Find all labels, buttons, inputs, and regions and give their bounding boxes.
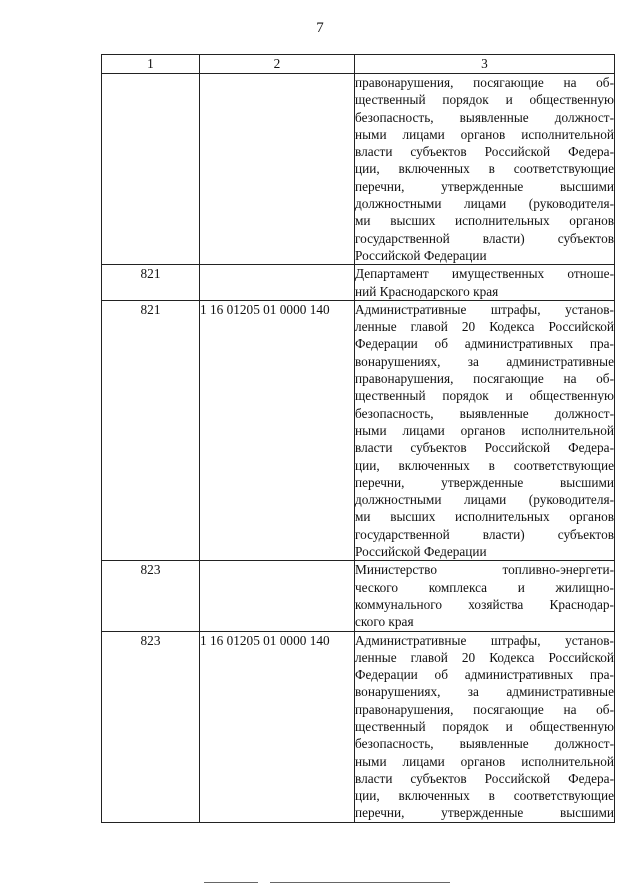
- footer-rule-right: [270, 882, 450, 883]
- description-cell: [355, 561, 615, 631]
- header-col-3: 3: [355, 55, 615, 74]
- description-line: Российской Федерации: [355, 247, 487, 263]
- description-line: Департамент имущественных отноше-: [355, 266, 614, 282]
- admin-code-cell: 821: [102, 265, 200, 301]
- description-line: безопасность, выявленные должност-: [355, 109, 614, 125]
- description-cell: [355, 74, 615, 265]
- income-code-cell: [200, 265, 355, 301]
- budget-codes-table: [101, 54, 615, 823]
- description-cell: [355, 300, 615, 560]
- description-line: щественный порядок и общественную: [355, 92, 614, 108]
- admin-code-cell: 821: [102, 300, 200, 560]
- table-row: [102, 74, 615, 265]
- description-line: вонарушениях, за административные: [355, 684, 614, 700]
- description-line: ленные главой 20 Кодекса Российской: [355, 649, 614, 665]
- description-line: ческого комплекса и жилищно-: [355, 579, 614, 595]
- admin-code-cell: 823: [102, 631, 200, 822]
- admin-code-cell: 823: [102, 561, 200, 631]
- income-code-cell: 1 16 01205 01 0000 140: [200, 631, 355, 822]
- description-cell: [355, 265, 615, 301]
- description-line: ми высших исполнительных органов: [355, 509, 614, 525]
- description-line: ленные главой 20 Кодекса Российской: [355, 319, 614, 335]
- table-row: [102, 561, 615, 631]
- description-line: Министерство топливно-энергети-: [355, 562, 614, 578]
- description-line: безопасность, выявленные должност-: [355, 736, 614, 752]
- description-line: должностными лицами (руководителя-: [355, 492, 614, 508]
- header-col-1: 1: [102, 55, 200, 74]
- table-row: [102, 631, 615, 822]
- description-line: коммунального хозяйства Краснодар-: [355, 596, 614, 612]
- description-line: Федерации об административных пра-: [355, 667, 614, 683]
- income-code-cell: 1 16 01205 01 0000 140: [200, 300, 355, 560]
- description-line: правонарушения, посягающие на об-: [355, 371, 614, 387]
- description-line: правонарушения, посягающие на об-: [355, 75, 614, 90]
- header-col-2: 2: [200, 55, 355, 74]
- page-number: 7: [316, 20, 324, 36]
- description-line: ными лицами органов исполнительной: [355, 126, 614, 142]
- description-line: ции, включенных в соответствующие: [355, 161, 614, 177]
- description-line: Административные штрафы, установ-: [355, 632, 614, 648]
- table-row: [102, 300, 615, 560]
- footer-rule-left: [204, 882, 258, 883]
- description-line: власти субъектов Российской Федера-: [355, 770, 614, 786]
- description-line: должностными лицами (руководителя-: [355, 196, 614, 212]
- description-line: щественный порядок и общественную: [355, 388, 614, 404]
- description-line: Федерации об административных пра-: [355, 336, 614, 352]
- description-line: ными лицами органов исполнительной: [355, 422, 614, 438]
- description-line: ми высших исполнительных органов: [355, 213, 614, 229]
- description-line: власти субъектов Российской Федера-: [355, 144, 614, 160]
- description-line: государственной власти) субъектов: [355, 230, 614, 246]
- description-line: безопасность, выявленные должност-: [355, 405, 614, 421]
- description-line: ными лицами органов исполнительной: [355, 753, 614, 769]
- description-line: правонарушения, посягающие на об-: [355, 701, 614, 717]
- description-line: Российской Федерации: [355, 544, 487, 560]
- admin-code-cell: [102, 74, 200, 265]
- description-line: Административные штрафы, установ-: [355, 301, 614, 317]
- description-line: вонарушениях, за административные: [355, 353, 614, 369]
- description-line: ний Краснодарского края: [355, 283, 499, 299]
- income-code-cell: [200, 561, 355, 631]
- description-line: власти субъектов Российской Федера-: [355, 440, 614, 456]
- description-line: щественный порядок и общественную: [355, 718, 614, 734]
- description-line: ции, включенных в соответствующие: [355, 457, 614, 473]
- description-line: перечни, утвержденные высшими: [355, 805, 614, 821]
- description-line: ского края: [355, 614, 414, 630]
- description-line: ции, включенных в соответствующие: [355, 788, 614, 804]
- description-line: перечни, утвержденные высшими: [355, 474, 614, 490]
- description-line: перечни, утвержденные высшими: [355, 178, 614, 194]
- income-code-cell: [200, 74, 355, 265]
- description-cell: [355, 631, 615, 822]
- table-row: [102, 265, 615, 301]
- table-header-row: [102, 55, 615, 74]
- description-line: государственной власти) субъектов: [355, 526, 614, 542]
